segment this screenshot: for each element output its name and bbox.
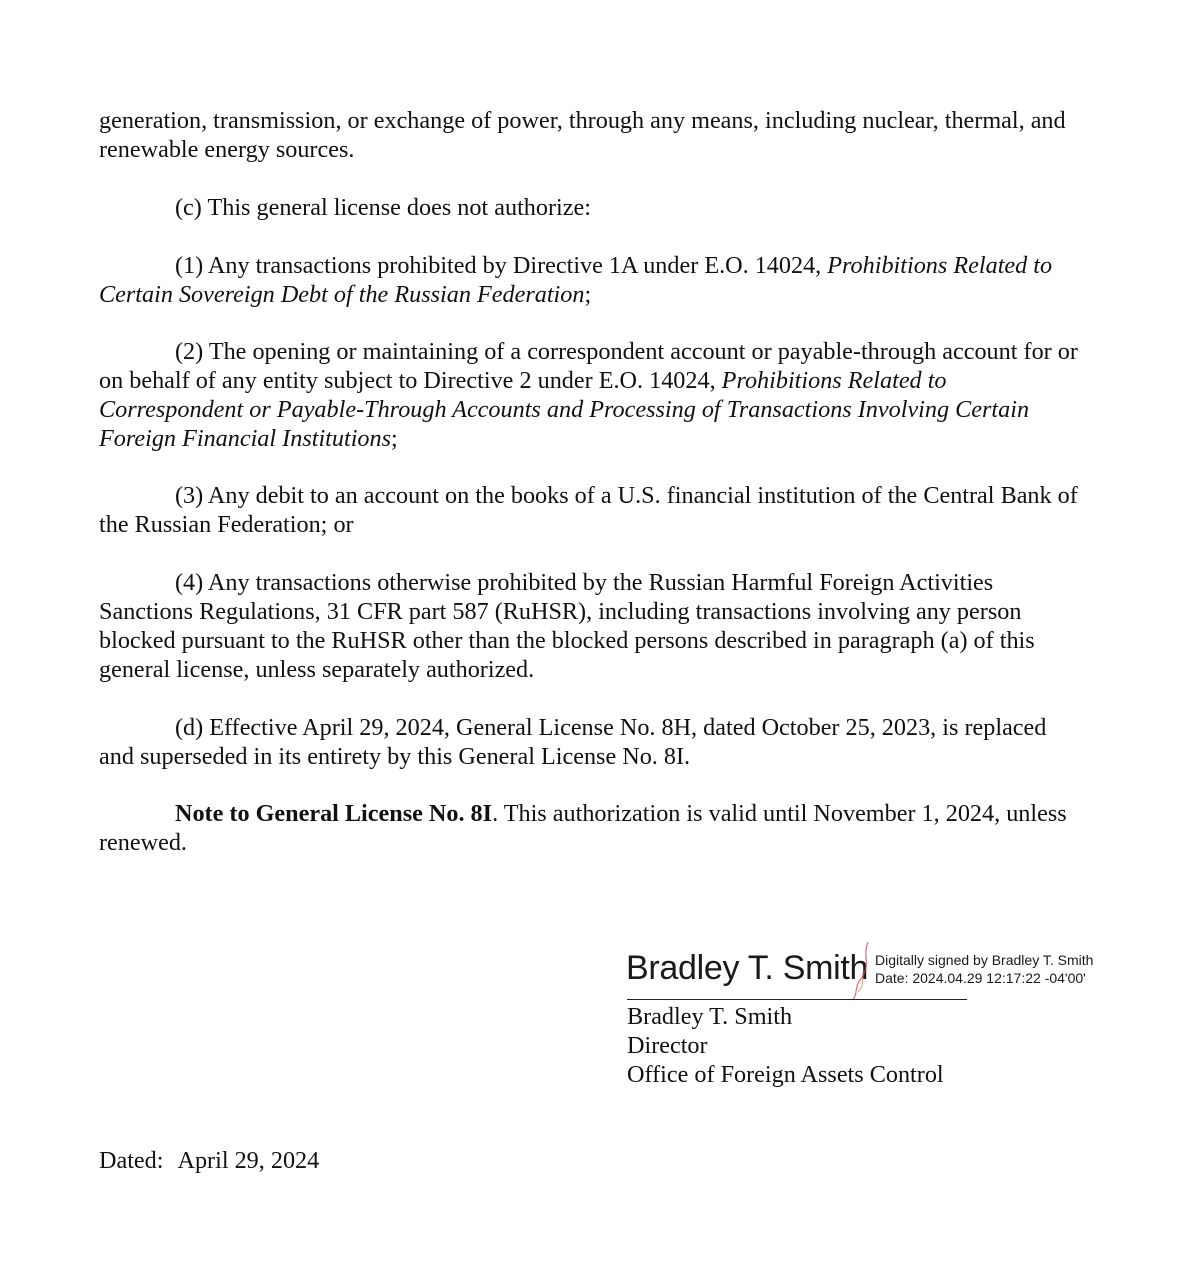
paragraph-c1	[99, 251, 1084, 309]
paragraph-text: . This authorization is valid until November 1, 2024, unless renewed.	[99, 800, 1067, 856]
paragraph-text: (c) This general license does not authorize:	[175, 194, 591, 221]
punctuation: ;	[584, 281, 592, 308]
paragraph-text: (4) Any transactions otherwise prohibited by the Russian Harmful Foreign Activities Sanctions Regulations, 31 CFR part 587 (RuHSR), including transactions involving any person blocked pursuant to the RuHSR other than the blocked persons described in paragraph (a) of this general license, unless separately authorized.	[99, 569, 1035, 683]
paragraph-d	[99, 713, 1084, 771]
paragraph-text: generation, transmission, or exchange of power, through any means, including nuclear, thermal, and renewable energy sources.	[99, 107, 1066, 163]
digital-signature-date: Date: 2024.04.29 12:17:22 -04'00'	[875, 970, 1086, 986]
directive-title: Prohibitions Related to Certain Sovereign Debt of the Russian Federation	[99, 252, 1053, 308]
paragraph-text: (d) Effective April 29, 2024, General License No. 8H, dated October 25, 2023, is replaced and superseded in its entirety by this General License No. 8I.	[99, 714, 1047, 770]
digital-signature-line: Digitally signed by Bradley T. Smith	[875, 952, 1094, 968]
digital-signature-details	[875, 951, 1093, 987]
signature-mark-icon	[838, 940, 878, 1002]
paragraph-intro-continuation	[99, 106, 1084, 164]
signer-block	[627, 1002, 1077, 1089]
dated-label: Dated:	[99, 1147, 164, 1174]
signer-name: Bradley T. Smith	[627, 1003, 793, 1030]
paragraph-c4	[99, 568, 1084, 684]
paragraph-c2	[99, 337, 1084, 453]
paragraph-c3	[99, 481, 1084, 539]
directive-title: Prohibitions Related to Correspondent or Payable-Through Accounts and Processing of Transactions Involving Certain Foreign Financial Institutions	[99, 367, 1030, 452]
signature-line	[627, 999, 967, 1000]
paragraph-note	[99, 799, 1084, 857]
paragraph-text: (1) Any transactions prohibited by Directive 1A under E.O. 14024,	[175, 252, 828, 279]
paragraph-text: (3) Any debit to an account on the books of a U.S. financial institution of the Central Bank of the Russian Federation; or	[99, 482, 1078, 538]
digital-signature-name: Bradley T. Smith	[626, 949, 869, 987]
dated-date: April 29, 2024	[177, 1147, 320, 1174]
paragraph-c	[99, 193, 1084, 222]
signer-office: Office of Foreign Assets Control	[627, 1061, 944, 1088]
note-heading: Note to General License No. 8I	[175, 800, 493, 827]
dated-line	[99, 1146, 319, 1175]
signer-title: Director	[627, 1032, 708, 1059]
punctuation: ;	[391, 425, 398, 452]
paragraph-text: (2) The opening or maintaining of a correspondent account or payable-through account for or on behalf of any entity subject to Directive 2 under E.O. 14024,	[99, 338, 1078, 394]
